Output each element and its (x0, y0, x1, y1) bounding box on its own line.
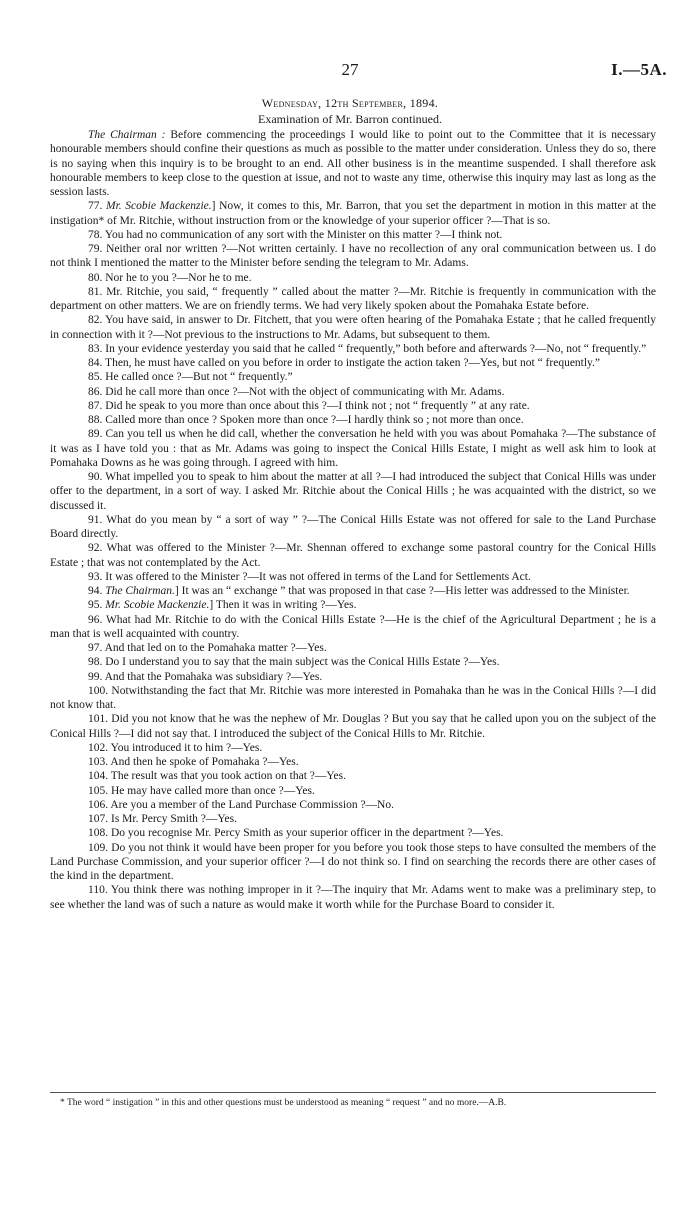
question-number: 107. (88, 813, 111, 825)
question-paragraph (50, 199, 656, 228)
question-number: 99. (88, 670, 105, 683)
question-paragraph (50, 784, 656, 798)
question-text: You think there was nothing improper in it ?—The inquiry that Mr. Adams went to make was a preliminary step, to see whether the land was of such a nature as would make it worth while for the Purchase Board to consider it. (50, 884, 656, 911)
question-number: 106. (88, 798, 111, 811)
question-number: 91. (88, 513, 107, 526)
question-text: ] Then it was in writing ?—Yes. (209, 599, 357, 612)
question-number: 77. (88, 200, 107, 213)
question-text: He may have called more than once ?—Yes. (111, 784, 315, 797)
question-paragraph (50, 385, 656, 399)
transcript-body (50, 128, 656, 912)
question-paragraph (50, 228, 656, 242)
question-number: 96. (88, 613, 106, 626)
question-text: Then, he must have called on you before in order to instigate the action taken ?—Yes, but not “ frequently.” (105, 357, 601, 369)
question-paragraph (50, 712, 656, 741)
question-number: 84. (88, 357, 106, 369)
question-text: ] Now, it comes to this, Mr. Barron, that you set the department in motion in this matter at the instigation* of Mr. Ritchie, without instruction from or the knowledge of your superior officer ?—That is so. (50, 200, 656, 227)
question-text: You introduced it to him ?—Yes. (110, 741, 263, 754)
question-number: 92. (88, 542, 107, 555)
question-text: Mr. Ritchie, you said, “ frequently ” called about the matter ?—Mr. Ritchie is frequently in communication with the department on other matters. We are on friendly terms. We had very likely spoken about the Pomahaka Estate before. (50, 285, 656, 312)
question-text: Nor he to you ?—Nor he to me. (105, 271, 252, 284)
question-text: What was offered to the Minister ?—Mr. Shennan offered to exchange some pastoral country for the Conical Hills Estate ; that was not contemplated by the Act. (50, 542, 656, 569)
question-number: 102. (88, 741, 111, 754)
question-paragraph (50, 769, 656, 783)
question-paragraph (50, 812, 656, 826)
question-paragraph (50, 826, 656, 840)
paper-reference: I.—5A. (611, 60, 667, 79)
intro-text: Before commencing the proceedings I would like to point out to the Committee that it is necessary honourable members should confine their questions as much as possible to the matter under consideration. Unless they do so, there is no saying when this inquiry is to be brought to an end. All other business is in the meantime suspended. I shall therefore ask honourable members to keep close to the question at issue, and not to waste any time, otherwise this inquiry may last as long as the session lasts. (50, 129, 656, 198)
question-paragraph (50, 513, 656, 542)
examination-text: Examination of Mr. Barron continued. (258, 112, 442, 126)
question-paragraph (50, 883, 656, 912)
question-text: Neither oral nor written ?—Not written certainly. I have no recollection of any oral communication between us. I do not think I mentioned the matter to the Minister before sending the telegram to Mr. Adams. (50, 243, 656, 270)
intro-paragraph (50, 128, 656, 199)
examination-heading (0, 112, 700, 127)
question-paragraph (50, 755, 656, 769)
question-paragraph (50, 399, 656, 413)
speaker-name: Mr. Scobie Mackenzie. (106, 200, 212, 213)
question-paragraph (50, 655, 656, 669)
question-paragraph (50, 684, 656, 713)
question-paragraph (50, 356, 656, 370)
question-paragraph (50, 313, 656, 342)
question-number: 108. (88, 827, 111, 840)
question-number: 79. (88, 243, 107, 255)
question-text: It was offered to the Minister ?—It was not offered in terms of the Land for Settlements Act. (105, 570, 531, 583)
question-number: 97. (88, 642, 105, 654)
question-text: Are you a member of the Land Purchase Commission ?—No. (110, 798, 394, 811)
question-text: Can you tell us when he did call, whether the conversation he held with you was about Pomahaka ?—The substance of it was as I have told you : that as Mr. Adams was going to inspect the Conical Hills Estate, I might as well ask him to look at Pomahaka Downs as he was going through. I agreed with him. (50, 428, 656, 469)
question-number: 103. (88, 756, 111, 768)
question-number: 98. (88, 656, 106, 669)
question-number: 87. (88, 399, 106, 412)
question-paragraph (50, 841, 656, 884)
speaker-name: Mr. Scobie Mackenzie. (105, 599, 210, 612)
question-number: 81. (88, 285, 107, 298)
question-text: Did you not know that he was the nephew of Mr. Douglas ? But you say that he called upon you on the subject of the Conical Hills ?—I did not say that. I introduced the subject of the Conical Hills to Mr. Ritchie. (50, 713, 657, 740)
question-paragraph (50, 370, 656, 384)
question-number: 86. (88, 385, 106, 398)
page-number: 27 (341, 60, 359, 79)
question-number: 101. (88, 713, 112, 726)
question-paragraph (50, 413, 656, 427)
question-text: Do you not think it would have been proper for you before you took those steps to have consulted the members of the Land Purchase Commission, and your superior officer ?—I do not think so. I find on searching the records there are other cases of the kind in the department. (50, 841, 657, 882)
question-text: In your evidence yesterday you said that he called “ frequently,” both before and afterwards ?—No, not “ frequently.” (105, 342, 647, 355)
question-text: And then he spoke of Pomahaka ?—Yes. (110, 756, 299, 768)
question-number: 93. (88, 570, 106, 583)
question-number: 78. (88, 228, 105, 241)
question-paragraph (50, 242, 656, 271)
question-paragraph (50, 613, 656, 642)
question-text: Did he call more than once ?—Not with the object of communicating with Mr. Adams. (105, 385, 505, 398)
question-number: 90. (88, 471, 106, 483)
speaker-name: The Chairman. (105, 585, 175, 597)
question-text: ] It was an “ exchange ” that was proposed in that case ?—His letter was addressed to the Minister. (174, 585, 630, 597)
question-number: 80. (88, 271, 106, 284)
question-text: Notwithstanding the fact that Mr. Ritchie was more interested in Pomahaka than he was in the Conical Hills ?—I did not know that. (50, 684, 656, 711)
question-paragraph (50, 470, 656, 513)
question-text: He called once ?—But not “ frequently.” (105, 371, 293, 384)
question-text: Do I understand you to say that the main subject was the Conical Hills Estate ?—Yes. (105, 656, 500, 669)
question-text: You have said, in answer to Dr. Fitchett, that you were often hearing of the Pomahaka Estate ; that he called frequently in connection with it ?—Not previous to the instructions to Mr. Adams, but subsequent to them. (50, 314, 656, 341)
question-text: Called more than once ? Spoken more than once ?—I hardly think so ; not more than once. (105, 414, 524, 426)
question-text: And that the Pomahaka was subsidiary ?—Yes. (104, 670, 323, 683)
question-paragraph (50, 798, 656, 812)
footnote: * The word “ instigation ” in this and other questions must be understood as meaning “ request ” and no more.—A.B. (60, 1098, 507, 1108)
question-paragraph (50, 670, 656, 684)
question-paragraph (50, 427, 656, 470)
question-paragraph (50, 342, 656, 356)
question-number: 110. (88, 884, 111, 897)
question-text: Do you recognise Mr. Percy Smith as your superior officer in the department ?—Yes. (111, 827, 504, 840)
question-paragraph (50, 285, 656, 314)
footnote-rule (50, 1092, 656, 1093)
question-paragraph (50, 271, 656, 285)
date-text: Wednesday, 12th September, 1894. (261, 96, 439, 110)
question-number: 95. (88, 599, 106, 612)
question-number: 100. (88, 684, 112, 697)
question-number: 88. (88, 414, 106, 426)
question-paragraph (50, 570, 656, 584)
date-heading (0, 96, 700, 111)
question-text: Is Mr. Percy Smith ?—Yes. (111, 813, 237, 825)
question-text: Did he speak to you more than once about this ?—I think not ; not “ frequently ” at any rate. (105, 399, 530, 412)
question-text: What had Mr. Ritchie to do with the Conical Hills Estate ?—He is the chief of the Agricultural Department ; he is a man that is well acquainted with country. (50, 613, 656, 640)
intro-speaker: The Chairman : (88, 129, 166, 141)
question-number: 94. (88, 585, 106, 597)
question-paragraph (50, 584, 656, 598)
question-text: What do you mean by “ a sort of way ” ?—The Conical Hills Estate was not offered for sale to the Land Purchase Board directly. (50, 513, 656, 540)
question-number: 104. (88, 770, 111, 783)
question-number: 105. (88, 784, 111, 797)
question-number: 85. (88, 371, 106, 384)
question-text: What impelled you to speak to him about the matter at all ?—I had introduced the subject that Conical Hills was under offer to the department, in a sort of way. I asked Mr. Ritchie about the Conical Hills ; he was acquainted with the district, so we discussed it. (50, 471, 656, 512)
question-paragraph (50, 641, 656, 655)
question-text: The result was that you took action on that ?—Yes. (110, 770, 346, 783)
question-number: 82. (88, 314, 106, 327)
question-paragraph (50, 741, 656, 755)
question-list (50, 199, 656, 912)
question-paragraph (50, 541, 656, 570)
question-text: And that led on to the Pomahaka matter ?—Yes. (104, 642, 327, 654)
question-paragraph (50, 598, 656, 612)
question-text: You had no communication of any sort with the Minister on this matter ?—I think not. (104, 228, 503, 241)
question-number: 109. (88, 841, 112, 854)
question-number: 89. (88, 428, 106, 441)
question-number: 83. (88, 342, 106, 355)
